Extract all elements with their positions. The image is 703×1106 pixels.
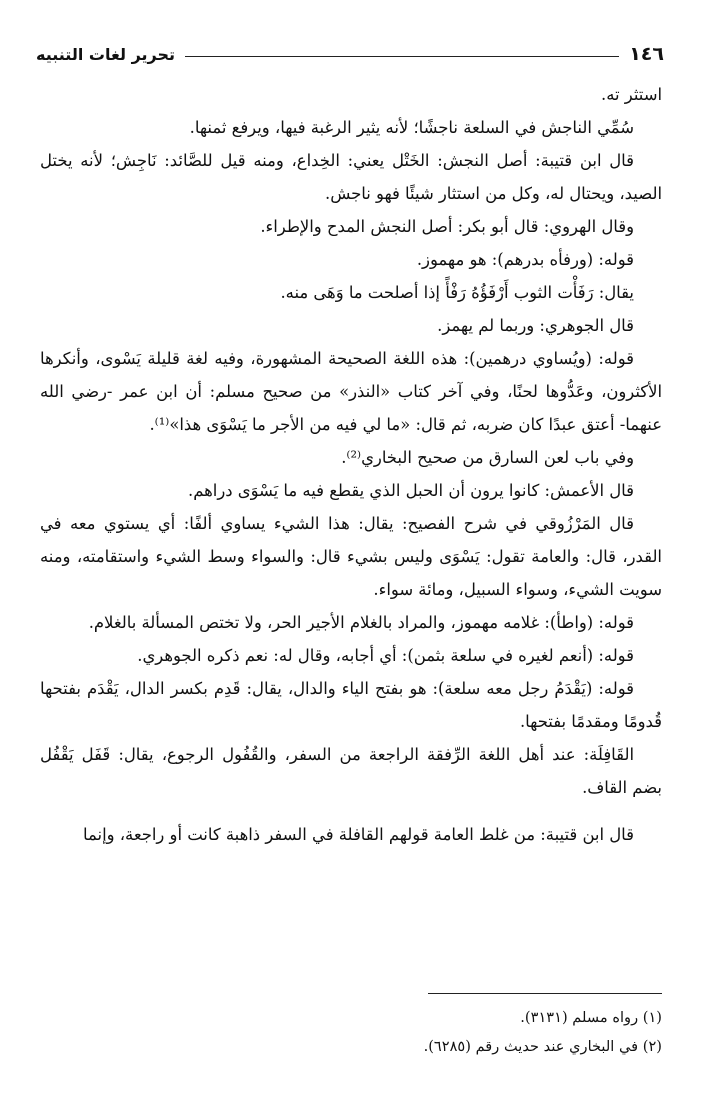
footnote: (١) رواه مسلم (٣١٣١). (520, 1009, 662, 1026)
paragraph: وفي باب لعن السارق من صحيح البخاري⁽²⁾. (341, 448, 634, 467)
paragraph: قوله: (يَقْدَمُ رجل معه سلعة): هو بفتح الياء والدال، يقال: قَدِم بكسر الدال، يَقْدَم بفتحها قُدومًا ومقدمًا بفتحها. (40, 679, 662, 731)
paragraph: قوله: (ويُساوي درهمين): هذه اللغة الصحيحة المشهورة، وفيه لغة قليلة يَسْوى، وأنكرها الأكثرون، وعَدُّوها لحنًا، وفي آخر كتاب «النذر» من صحيح مسلم: أن ابن عمر -رضي الله عنهما- أعتق عبدًا كان ضربه، ثم قال: «ما لي فيه من الأجر ما يَسْوَى هذا»⁽¹⁾. (40, 349, 662, 434)
paragraph: قال ابن قتيبة: من غلط العامة قولهم القافلة في السفر ذاهبة كانت أو راجعة، وإنما (83, 825, 634, 844)
paragraph: وقال الهروي: قال أبو بكر: أصل النجش المدح والإطراء. (260, 217, 634, 236)
paragraph: القَافِلَة: عند أهل اللغة الرِّفقة الراجعة من السفر، والقُفُول الرجوع، يقال: قَفَل يَقْفُل بضم القاف. (40, 745, 662, 797)
paragraph: قال المَرْزُوقي في شرح الفصيح: يقال: هذا الشيء يساوي ألفًا: أي يستوي معه في القدر، قال: والعامة تقول: يَسْوَى وليس بشيء قال: والسواء وسط الشيء واستقامته، ومنه سويت الشيء، وسواء السبيل، ومائة سواء. (40, 514, 662, 599)
paragraph: قال الأعمش: كانوا يرون أن الحبل الذي يقطع فيه ما يَسْوَى دراهم. (188, 481, 634, 500)
paragraph: قوله: (أنعم لغيره في سلعة بثمن): أي أجابه، وقال له: نعم ذكره الجوهري. (137, 646, 634, 665)
footnote: (٢) في البخاري عند حديث رقم (٦٢٨٥). (423, 1038, 662, 1055)
paragraph: قوله: (واطأ): غلامه مهموز، والمراد بالغلام الأجير الحر، ولا تختص المسألة بالغلام. (88, 613, 634, 632)
paragraph: قوله: (ورفأه بدرهم): هو مهموز. (416, 250, 634, 269)
footnote-separator (428, 993, 662, 994)
footnotes (40, 1003, 662, 1061)
paragraph: قال ابن قتيبة: أصل النجش: الخَتْل يعني: الخِداع، ومنه قيل للصَّائد: نَاجِش؛ لأنه يختل الصيد، ويحتال له، وكل من استثار شيئًا فهو ناجش. (40, 151, 662, 203)
running-title: تحرير لغات التنبيه (36, 44, 176, 64)
page-number: ١٤٦ (629, 43, 664, 65)
header-rule (185, 56, 619, 57)
paragraph: يقال: رَفَأْت الثوب أَرْفَؤُهُ رَفْأً إذا أصلحت ما وَهَى منه. (280, 283, 634, 302)
paragraph: قال الجوهري: وربما لم يهمز. (437, 316, 634, 335)
page-header (36, 38, 664, 70)
paragraph: استثر ته. (601, 85, 662, 104)
paragraph: سُمِّي الناجش في السلعة ناجشًا؛ لأنه يثير الرغبة فيها، ويرفع ثمنها. (189, 118, 634, 137)
main-text (40, 78, 662, 851)
